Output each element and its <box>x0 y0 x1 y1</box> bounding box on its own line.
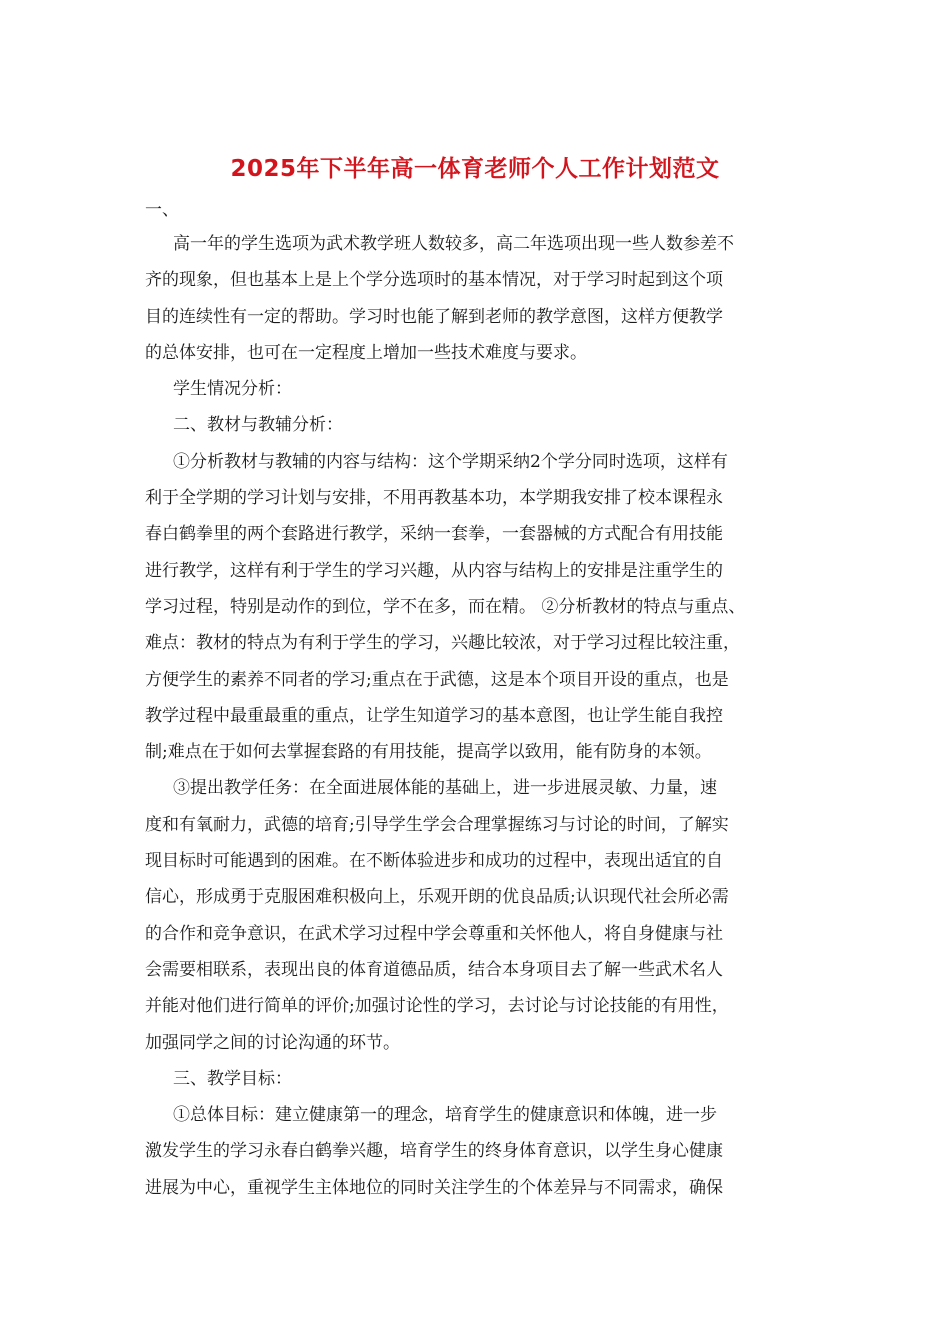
text-line: 并能对他们进行简单的评价;加强讨论性的学习，去讨论与讨论技能的有用性， <box>145 996 729 1017</box>
text-line: 高一年的学生选项为武术教学班人数较多，高二年选项出现一些人数参差不 <box>173 234 734 254</box>
text-line: 学生情况分析： <box>173 379 292 400</box>
text-line: ①分析教材与教辅的内容与结构：这个学期采纳2个学分同时选项，这样有 <box>173 451 728 472</box>
text-line: 春白鹤拳里的两个套路进行教学，采纳一套拳，一套器械的方式配合有用技能 <box>145 524 723 545</box>
text-line: 加强同学之间的讨论沟通的环节。 <box>145 1032 400 1053</box>
text-line: 一、 <box>145 200 179 220</box>
document-title: 2025年下半年高一体育老师个人工作计划范文 <box>230 156 720 182</box>
document-body <box>145 194 805 1206</box>
text-line: ①总体目标：建立健康第一的理念，培育学生的健康意识和体魄，进一步 <box>173 1105 717 1126</box>
text-line: 目的连续性有一定的帮助。学习时也能了解到老师的教学意图，这样方便教学 <box>145 306 723 327</box>
text-line: 制;难点在于如何去掌握套路的有用技能，提高学以致用，能有防身的本领。 <box>145 742 712 763</box>
text-line: 教学过程中最重最重的重点，让学生知道学习的基本意图，也让学生能自我控 <box>145 705 723 726</box>
text-line: 利于全学期的学习计划与安排，不用再教基本功，本学期我安排了校本课程永 <box>145 488 723 509</box>
text-line: ③提出教学任务：在全面进展体能的基础上，进一步进展灵敏、力量，速 <box>173 778 717 799</box>
text-line: 难点：教材的特点为有利于学生的学习，兴趣比较浓，对于学习过程比较注重， <box>145 633 740 654</box>
text-line: 二、教材与教辅分析： <box>173 415 343 436</box>
text-line: 三、教学目标： <box>173 1068 292 1089</box>
text-line: 会需要相联系，表现出良的体育道德品质，结合本身项目去了解一些武术名人 <box>145 959 723 980</box>
text-line: 的总体安排，也可在一定程度上增加一些技术难度与要求。 <box>145 342 587 363</box>
text-line: 学习过程，特别是动作的到位，学不在多，而在精。 ②分析教材的特点与重点、 <box>145 596 746 617</box>
text-line: 进行教学，这样有利于学生的学习兴趣，从内容与结构上的安排是注重学生的 <box>145 560 723 581</box>
text-line: 齐的现象，但也基本上是上个学分选项时的基本情况，对于学习时起到这个项 <box>145 270 723 291</box>
text-line: 现目标时可能遇到的困难。在不断体验进步和成功的过程中，表现出适宜的自 <box>145 851 723 872</box>
text-line: 度和有氧耐力，武德的培育;引导学生学会合理掌握练习与讨论的时间，了解实 <box>145 814 729 835</box>
text-line: 方便学生的素养不同者的学习;重点在于武德，这是本个项目开设的重点，也是 <box>145 669 729 690</box>
text-line: 的合作和竞争意识，在武术学习过程中学会尊重和关怀他人，将自身健康与社 <box>145 923 723 944</box>
text-line: 激发学生的学习永春白鹤拳兴趣，培育学生的终身体育意识，以学生身心健康 <box>145 1141 723 1162</box>
text-line: 进展为中心，重视学生主体地位的同时关注学生的个体差异与不同需求，确保 <box>145 1177 723 1198</box>
text-line: 信心，形成勇于克服困难积极向上，乐观开朗的优良品质;认识现代社会所必需 <box>145 887 729 908</box>
